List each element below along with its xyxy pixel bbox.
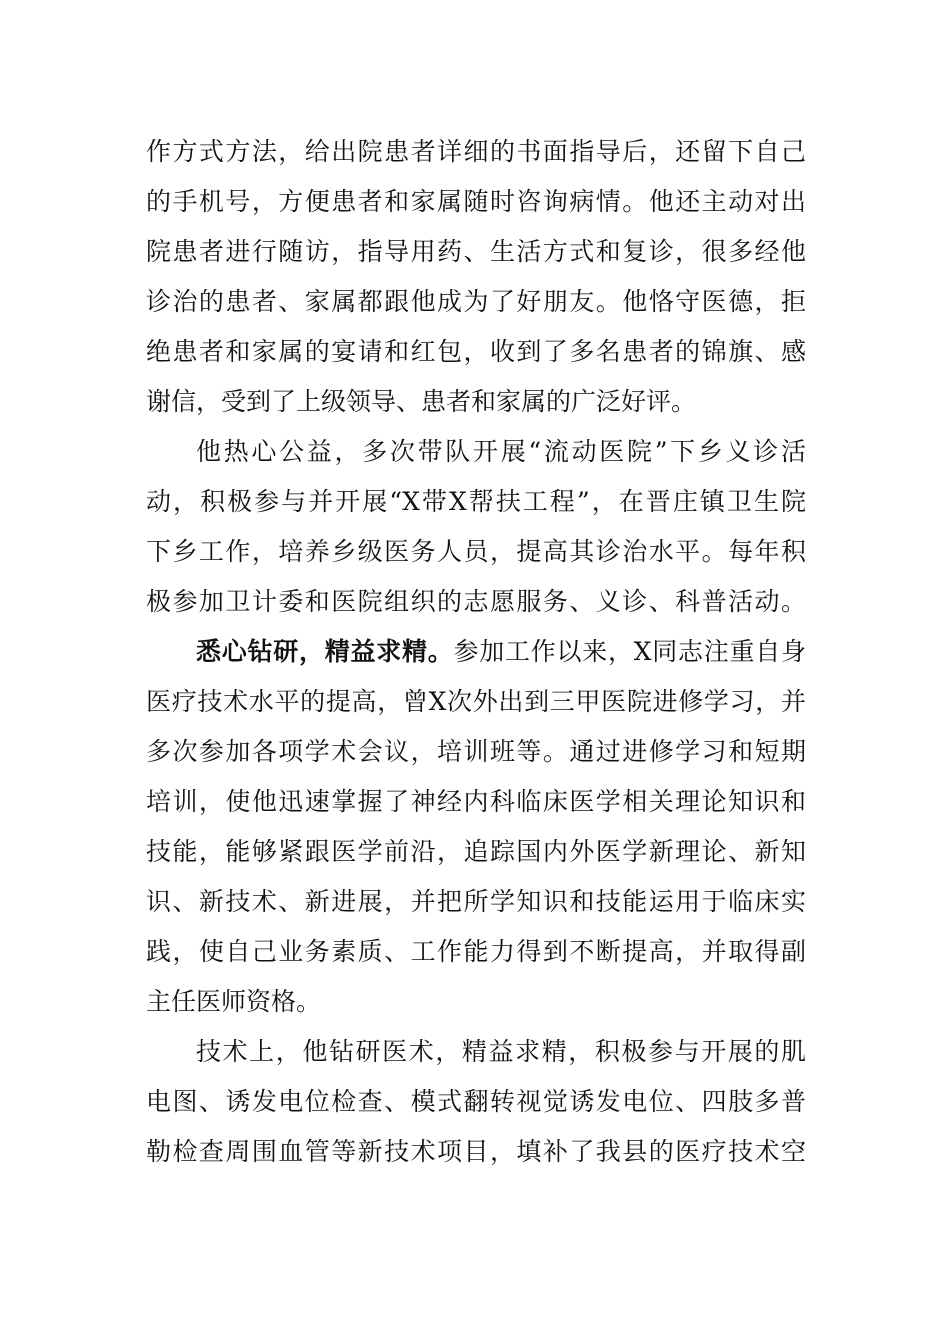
text-line: 主任医师资格。 <box>146 987 322 1016</box>
paragraph-first-line <box>196 627 806 677</box>
heading-continuation-text: 参加工作以来，X同志注重自身 <box>453 637 806 666</box>
text-line: 诊治的患者、家属都跟他成为了好朋友。他恪守医德，拒 <box>146 287 806 316</box>
section-heading: 悉心钻研，精益求精。 <box>196 637 454 666</box>
text-line: 下乡工作，培养乡级医务人员，提高其诊治水平。每年积 <box>146 537 806 566</box>
text-line: 的手机号，方便患者和家属随时咨询病情。他还主动对出 <box>146 187 806 216</box>
paragraph-first-line: 他热心公益，多次带队开展“流动医院”下乡义诊活 <box>196 437 806 466</box>
text-line: 医疗技术水平的提高，曾X次外出到三甲医院进修学习，并 <box>146 687 806 716</box>
text-line: 极参加卫计委和医院组织的志愿服务、义诊、科普活动。 <box>146 587 806 616</box>
text-line: 院患者进行随访，指导用药、生活方式和复诊，很多经他 <box>146 237 806 266</box>
text-line: 电图、诱发电位检查、模式翻转视觉诱发电位、四肢多普 <box>146 1087 806 1116</box>
text-line: 识、新技术、新进展，并把所学知识和技能运用于临床实 <box>146 887 806 916</box>
text-line: 培训，使他迅速掌握了神经内科临床医学相关理论知识和 <box>146 787 806 816</box>
text-line: 动，积极参与并开展“X带X帮扶工程”，在晋庄镇卫生院 <box>146 487 806 516</box>
text-line: 勒检查周围血管等新技术项目，填补了我县的医疗技术空 <box>146 1137 806 1166</box>
text-line: 作方式方法，给出院患者详细的书面指导后，还留下自己 <box>146 137 806 166</box>
text-line: 绝患者和家属的宴请和红包，收到了多名患者的锦旗、感 <box>146 337 806 366</box>
text-line: 践，使自己业务素质、工作能力得到不断提高，并取得副 <box>146 937 806 966</box>
paragraph-first-line: 技术上，他钻研医术，精益求精，积极参与开展的肌 <box>196 1037 806 1066</box>
text-line: 多次参加各项学术会议，培训班等。通过进修学习和短期 <box>146 737 806 766</box>
text-line: 谢信，受到了上级领导、患者和家属的广泛好评。 <box>146 387 697 416</box>
text-line: 技能，能够紧跟医学前沿，追踪国内外医学新理论、新知 <box>146 837 806 866</box>
